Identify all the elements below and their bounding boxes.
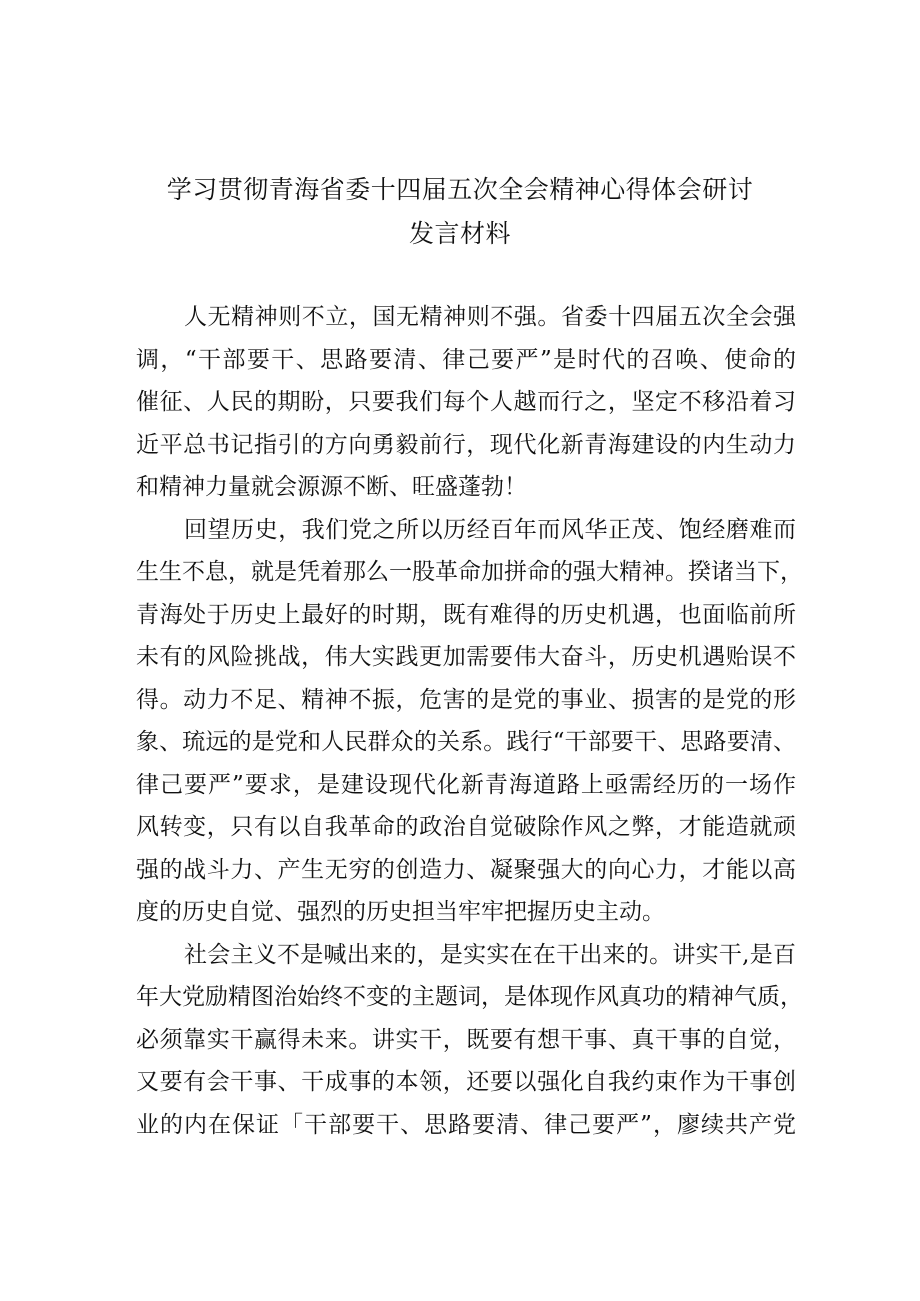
- paragraph-line: 强的战斗力、产生无穷的创造力、凝聚强大的向心力，才能以高: [136, 856, 796, 883]
- paragraph-line: 业的内在保证「干部要干、思路要清、律己要严”，廖续共产党: [136, 1111, 796, 1138]
- title-line-2: 发言材料: [408, 219, 511, 248]
- paragraph-line: 风转变，只有以自我革命的政治自觉破除作风之弊，才能造就顽: [136, 814, 796, 840]
- paragraph-line: 社会主义不是喊出来的，是实实在在干出来的。讲实干,是百: [184, 941, 796, 968]
- paragraph-1: [136, 296, 796, 509]
- paragraph-line: 又要有会干事、干成事的本领，还要以强化自我约束作为干事创: [136, 1069, 796, 1095]
- paragraph-line: 近平总书记指引的方向勇毅前行，现代化新青海建设的内生动力: [136, 431, 796, 458]
- paragraph-line: 回望历史，我们党之所以历经百年而风华正茂、饱经磨难而: [184, 516, 796, 543]
- paragraph-line: 必须靠实干赢得未来。讲实干，既要有想干事、真干事的自觉，: [136, 1026, 796, 1053]
- paragraph-line: 得。动力不足、精神不振，危害的是党的事业、损害的是党的形: [136, 686, 796, 713]
- title-line-1: 学习贯彻青海省委十四届五次全会精神心得体会研讨: [166, 175, 754, 204]
- paragraph-line: 年大党励精图治始终不变的主题词，是体现作风真功的精神气质，: [136, 984, 803, 1010]
- document-title: [0, 168, 920, 256]
- paragraph-line: 催征、人民的期盼，只要我们每个人越而行之，坚定不移沿着习: [136, 389, 796, 415]
- paragraph-line: 和精神力量就会源源不断、旺盛蓬勃！: [136, 474, 527, 500]
- paragraph-line: 象、琉远的是党和人民群众的关系。践行“干部要干、思路要清、: [136, 729, 796, 755]
- paragraph-line: 未有的风险挑战，伟大实践更加需要伟大奋斗，历史机遇贻误不: [136, 644, 796, 670]
- paragraph-line: 人无精神则不立，国无精神则不强。省委十四届五次全会强: [184, 304, 796, 330]
- paragraph-line: 度的历史自觉、强烈的历史担当牢牢把握历史主动。: [136, 899, 665, 925]
- document-body: [136, 296, 803, 1146]
- paragraph-3: [136, 934, 803, 1147]
- paragraph-line: 调，“干部要干、思路要清、律己要严”是时代的召唤、使命的: [136, 346, 796, 373]
- paragraph-line: 律己要严”要求，是建设现代化新青海道路上亟需经历的一场作: [136, 771, 796, 798]
- paragraph-2: [136, 509, 803, 934]
- paragraph-line: 青海处于历史上最好的时期，既有难得的历史机遇，也面临前所: [136, 601, 796, 628]
- paragraph-line: 生生不息，就是凭着那么一股革命加拼命的强大精神。揆诸当下，: [136, 559, 803, 585]
